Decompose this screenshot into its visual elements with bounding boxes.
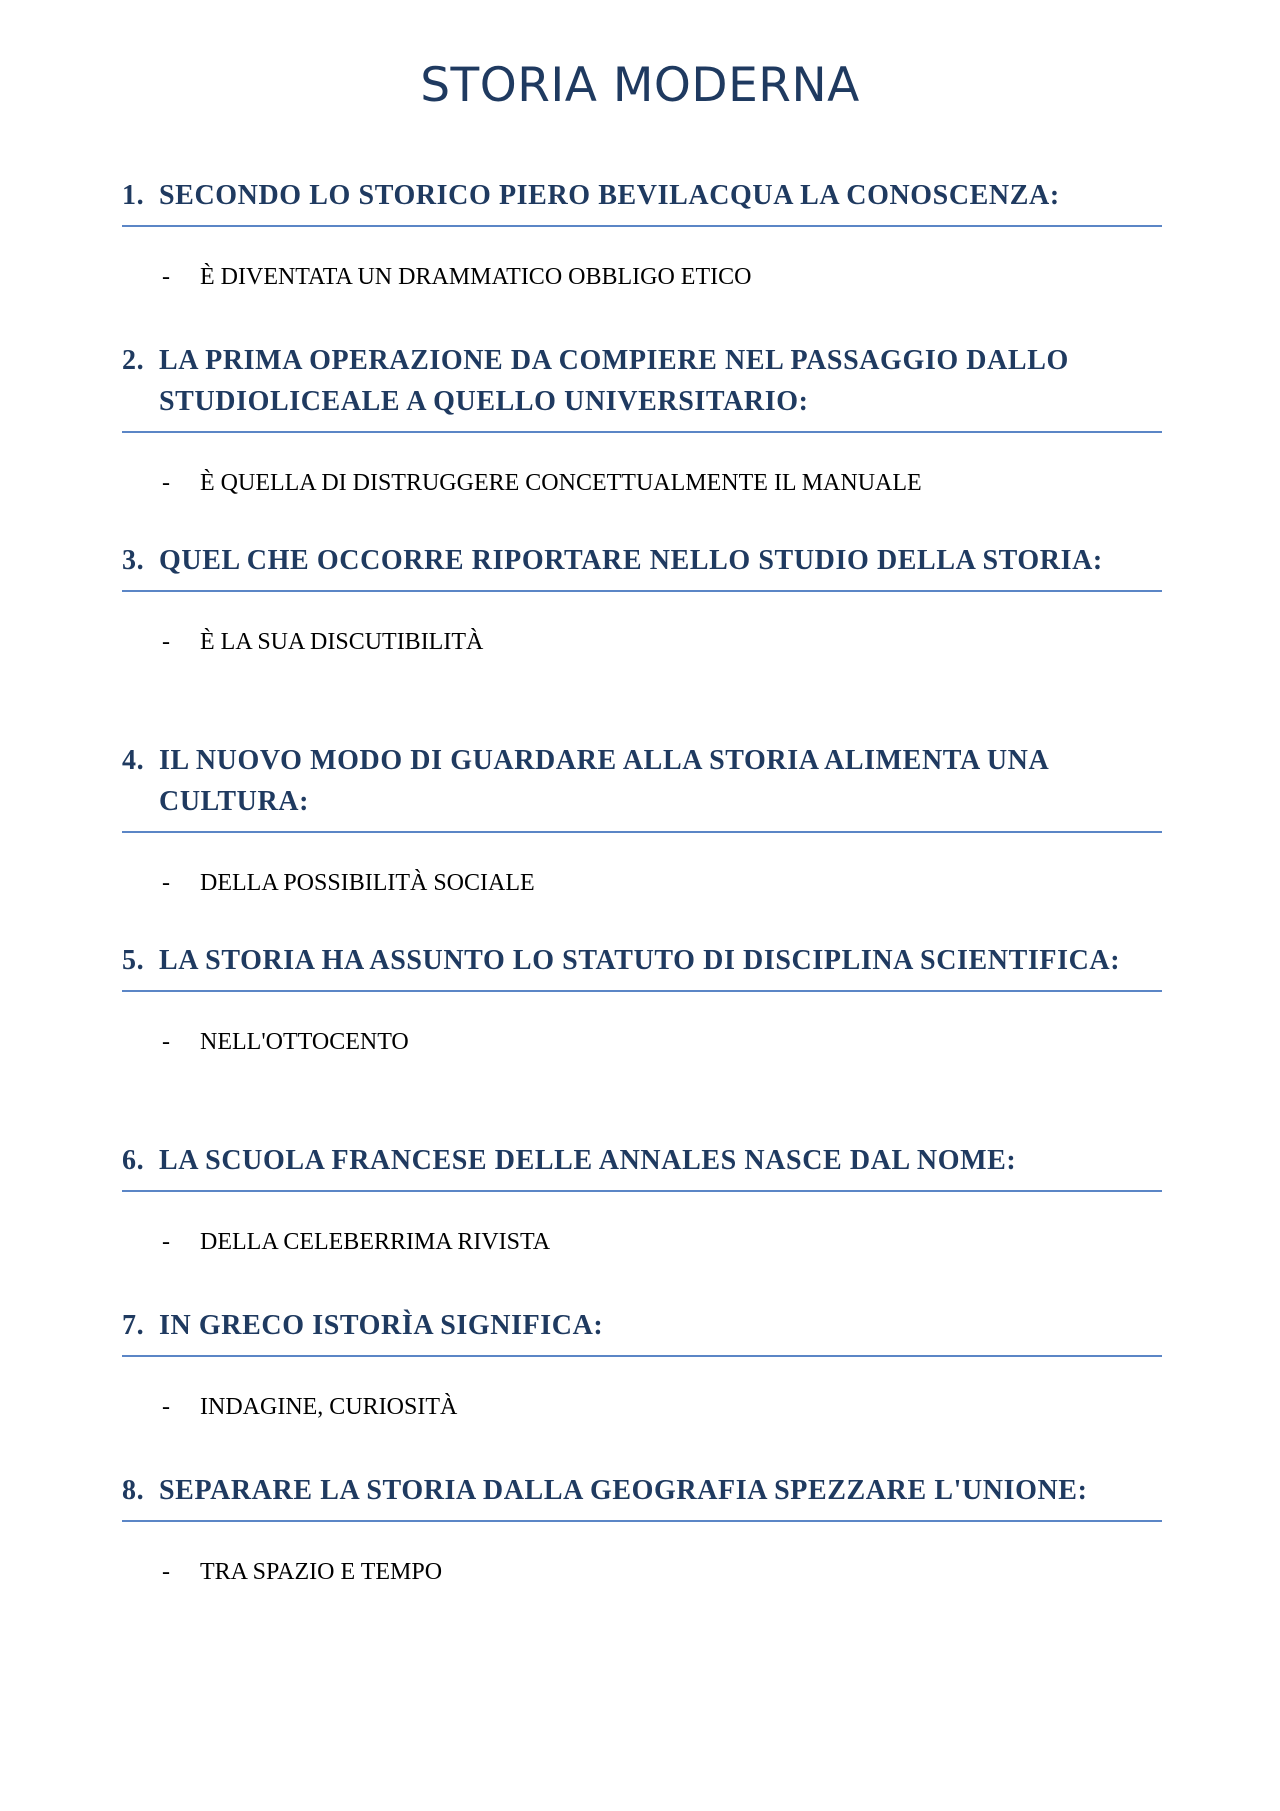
answer-text: NELL'OTTOCENTO: [200, 1029, 409, 1055]
question-heading: [122, 1140, 1162, 1192]
question-heading: [122, 540, 1162, 592]
answer-text: DELLA CELEBERRIMA RIVISTA: [200, 1229, 551, 1255]
answer-bullet: -: [162, 870, 170, 896]
question-heading: [122, 340, 1162, 433]
question-heading: [122, 940, 1162, 992]
answer-bullet: -: [162, 1394, 170, 1420]
answer-item: [122, 869, 1162, 897]
question-block: [122, 940, 1162, 1056]
question-number: 2.: [122, 345, 145, 376]
question-number: 3.: [122, 545, 145, 576]
answer-text: TRA SPAZIO E TEMPO: [200, 1559, 443, 1585]
question-text-content: LA PRIMA OPERAZIONE DA COMPIERE NEL PASSAGGIO DALLO STUDIOLICEALE A QUELLO UNIVERSITARIO:: [159, 345, 1069, 417]
answer-bullet: -: [162, 1029, 170, 1055]
question-block: [122, 1305, 1162, 1421]
question-number: 6.: [122, 1145, 145, 1176]
answer-text: È LA SUA DISCUTIBILITÀ: [200, 629, 484, 655]
question-text: LA SCUOLA FRANCESE DELLE ANNALES NASCE DAL NOME:: [159, 1145, 1017, 1176]
answer-item: [122, 263, 1162, 291]
answer-bullet: -: [162, 1559, 170, 1585]
question-block: [122, 740, 1162, 897]
question-text: QUEL CHE OCCORRE RIPORTARE NELLO STUDIO DELLA STORIA:: [159, 545, 1103, 576]
question-number: 7.: [122, 1310, 145, 1341]
answer-item: [122, 469, 1162, 497]
answer-bullet: -: [162, 264, 170, 290]
answer-item: [122, 1228, 1162, 1256]
question-text: IN GRECO ISTORÌA SIGNIFICA:: [159, 1310, 604, 1341]
answer-text: INDAGINE, CURIOSITÀ: [200, 1394, 458, 1420]
answer-bullet: -: [162, 470, 170, 496]
question-text: SECONDO LO STORICO PIERO BEVILACQUA LA CONOSCENZA:: [159, 180, 1060, 211]
answer-text: È QUELLA DI DISTRUGGERE CONCETTUALMENTE IL MANUALE: [200, 470, 922, 496]
question-block: [122, 540, 1162, 656]
question-block: [122, 340, 1162, 497]
question-block: [122, 175, 1162, 291]
question-text: [159, 340, 1162, 422]
question-heading: [122, 1305, 1162, 1357]
question-number: 4.: [122, 745, 145, 776]
answer-item: [122, 628, 1162, 656]
question-text: LA STORIA HA ASSUNTO LO STATUTO DI DISCIPLINA SCIENTIFICA:: [159, 945, 1121, 976]
question-block: [122, 1470, 1162, 1586]
question-heading: [122, 1470, 1162, 1522]
question-heading: [122, 740, 1162, 833]
answer-bullet: -: [162, 1229, 170, 1255]
answer-item: [122, 1393, 1162, 1421]
answer-bullet: -: [162, 629, 170, 655]
question-number: 1.: [122, 180, 145, 211]
question-block: [122, 1140, 1162, 1256]
question-number: 8.: [122, 1475, 145, 1506]
question-text: SEPARARE LA STORIA DALLA GEOGRAFIA SPEZZARE L'UNIONE:: [159, 1475, 1088, 1506]
question-heading: [122, 175, 1162, 227]
question-number: 5.: [122, 945, 145, 976]
answer-text: È DIVENTATA UN DRAMMATICO OBBLIGO ETICO: [200, 264, 752, 290]
page-title: STORIA MODERNA: [420, 58, 860, 113]
answer-text: DELLA POSSIBILITÀ SOCIALE: [200, 870, 535, 896]
answer-item: [122, 1558, 1162, 1586]
answer-item: [122, 1028, 1162, 1056]
question-text: IL NUOVO MODO DI GUARDARE ALLA STORIA ALIMENTA UNA CULTURA:: [159, 745, 1048, 817]
